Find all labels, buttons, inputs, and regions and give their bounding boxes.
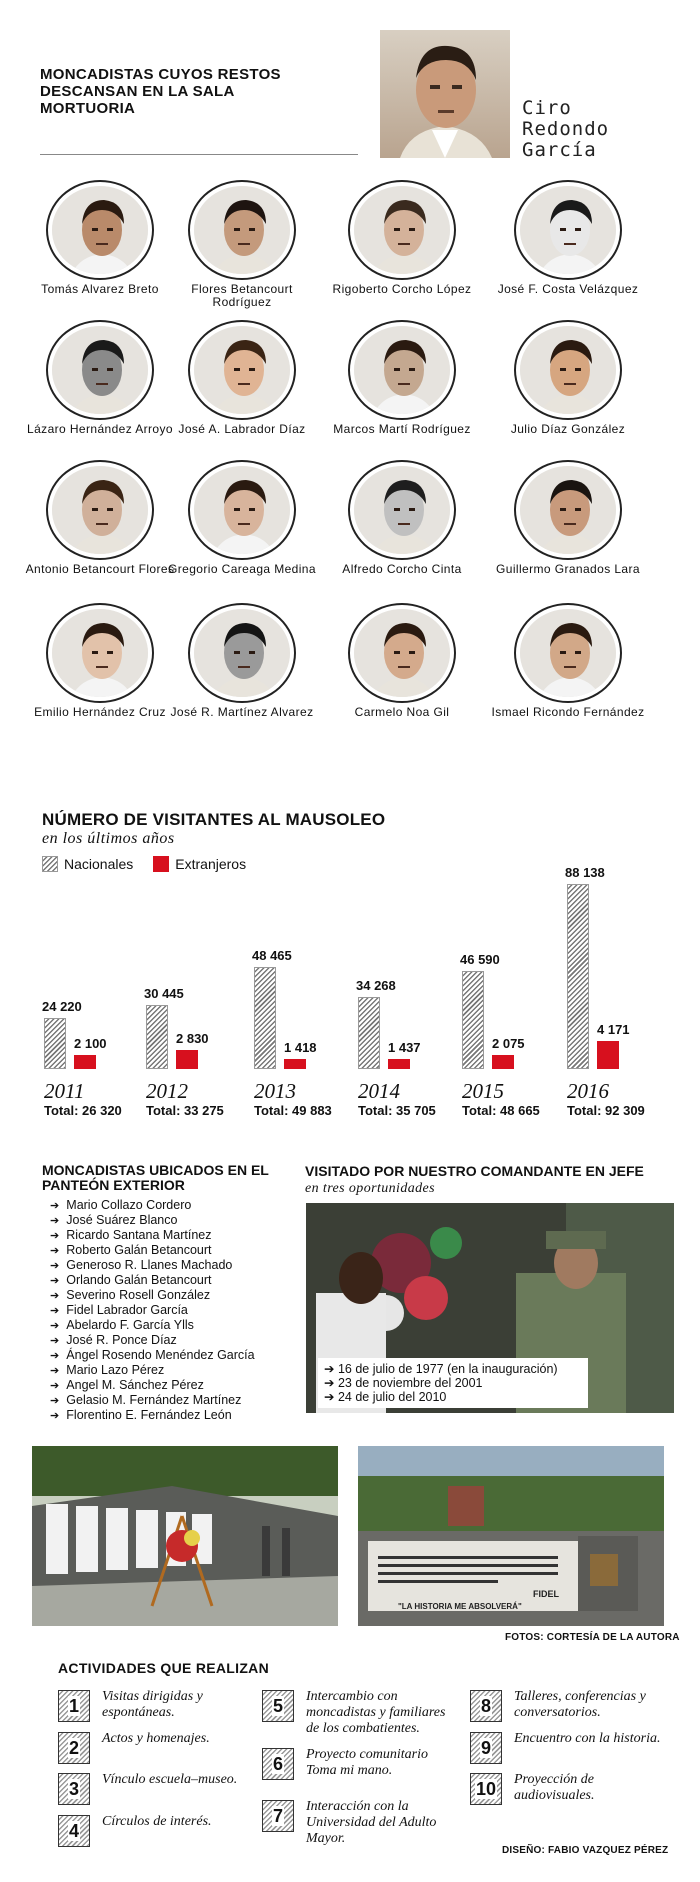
activity-text: Intercambio con moncadistas y familiares de los combatientes. xyxy=(306,1689,446,1736)
arrow-icon: ➔ xyxy=(324,1362,338,1376)
portrait-name: Gregorio Careaga Medina xyxy=(168,562,316,576)
portrait-name: José R. Martínez Alvarez xyxy=(170,705,314,719)
portrait-photo xyxy=(514,603,622,703)
portrait-photo xyxy=(46,320,154,420)
data-label-extranjeros: 2 100 xyxy=(74,1036,107,1051)
data-label-nacionales: 24 220 xyxy=(42,999,82,1014)
bar-nacionales xyxy=(567,884,589,1069)
activity-text: Actos y homenajes. xyxy=(102,1731,210,1746)
activity-text: Talleres, conferencias y conversatorios. xyxy=(514,1689,646,1720)
visit-date: ➔ 24 de julio del 2010 xyxy=(324,1390,447,1404)
total-label: Total: 26 320 xyxy=(44,1103,122,1118)
panteon-name: ➔ Fidel Labrador García xyxy=(50,1303,300,1318)
total-label: Total: 33 275 xyxy=(146,1103,224,1118)
portrait-name: Antonio Betancourt Flores xyxy=(25,562,175,576)
portrait-photo xyxy=(514,180,622,280)
visit-date: ➔ 16 de julio de 1977 (en la inauguración) xyxy=(324,1362,558,1376)
bar-extranjeros xyxy=(492,1055,514,1069)
bar-nacionales xyxy=(358,997,380,1069)
data-label-extranjeros: 1 418 xyxy=(284,1040,317,1055)
activity-text: Proyecto comunitario Toma mi mano. xyxy=(306,1747,428,1778)
activity-text: Visitas dirigidas y espontáneas. xyxy=(102,1689,203,1720)
actividades-title: ACTIVIDADES QUE REALIZAN xyxy=(58,1660,269,1676)
activity-number-badge: 9 xyxy=(470,1732,502,1764)
plaque-footer: "LA HISTORIA ME ABSOLVERÁ" xyxy=(398,1602,522,1611)
bar-nacionales xyxy=(462,971,484,1069)
bar-nacionales xyxy=(44,1018,66,1069)
bar-extranjeros xyxy=(176,1050,198,1069)
legend-swatch-nacionales xyxy=(42,856,58,872)
year-label: 2014 xyxy=(358,1079,400,1103)
portrait-photo xyxy=(188,180,296,280)
panteon-name: ➔ Generoso R. Llanes Machado xyxy=(50,1258,300,1273)
plaque-photo xyxy=(358,1446,664,1626)
activity-number-badge: 5 xyxy=(262,1690,294,1722)
portrait-name: Carmelo Noa Gil xyxy=(354,705,450,719)
activity-number-badge: 8 xyxy=(470,1690,502,1722)
portrait-name: Julio Díaz González xyxy=(510,422,626,436)
total-label: Total: 49 883 xyxy=(254,1103,332,1118)
portrait-photo xyxy=(514,320,622,420)
portrait-name: Tomás Alvarez Breto xyxy=(41,282,159,296)
activity-text: Interacción con la Universidad del Adulto Mayor. xyxy=(306,1799,437,1846)
panteon-title: MONCADISTAS UBICADOS EN EL PANTEÓN EXTERIOR xyxy=(42,1162,269,1193)
activity-number-badge: 6 xyxy=(262,1748,294,1780)
portrait-name: Rigoberto Corcho López xyxy=(332,282,472,296)
total-label: Total: 48 665 xyxy=(462,1103,540,1118)
chart-title: NÚMERO DE VISITANTES AL MAUSOLEO xyxy=(42,810,386,829)
arrow-icon: ➔ xyxy=(324,1376,338,1390)
portrait-name: Ismael Ricondo Fernández xyxy=(491,705,645,719)
bar-extranjeros xyxy=(284,1059,306,1069)
panteon-name: ➔ José R. Ponce Díaz xyxy=(50,1333,300,1348)
visit-dates-box xyxy=(318,1358,588,1408)
panteon-name: ➔ Mario Collazo Cordero xyxy=(50,1198,300,1213)
bar-extranjeros xyxy=(388,1059,410,1069)
portrait-name: Marcos Martí Rodríguez xyxy=(333,422,471,436)
activity-number-badge: 3 xyxy=(58,1773,90,1805)
arrow-icon: ➔ xyxy=(324,1390,338,1404)
data-label-nacionales: 30 445 xyxy=(144,986,184,1001)
visit-date: ➔ 23 de noviembre del 2001 xyxy=(324,1376,483,1390)
featured-name: Ciro Redondo García xyxy=(522,97,610,161)
bar-nacionales xyxy=(146,1005,168,1069)
activity-text: Encuentro con la historia. xyxy=(514,1731,661,1746)
chart-subtitle: en los últimos años xyxy=(42,830,175,847)
data-label-nacionales: 88 138 xyxy=(565,865,605,880)
year-label: 2011 xyxy=(44,1079,85,1103)
panteon-name: ➔ José Suárez Blanco xyxy=(50,1213,300,1228)
bar-nacionales xyxy=(254,967,276,1069)
data-label-nacionales: 46 590 xyxy=(460,952,500,967)
portrait-photo xyxy=(514,460,622,560)
activity-text: Vínculo escuela–museo. xyxy=(102,1772,238,1787)
activity-number-badge: 10 xyxy=(470,1773,502,1805)
portrait-photo xyxy=(188,603,296,703)
portrait-photo xyxy=(348,603,456,703)
activity-number-badge: 7 xyxy=(262,1800,294,1832)
monument-photo xyxy=(32,1446,338,1626)
legend-label-extranjeros: Extranjeros xyxy=(175,856,247,872)
bar-extranjeros xyxy=(597,1041,619,1069)
portrait-photo xyxy=(46,180,154,280)
panteon-name: ➔ Abelardo F. García Ylls xyxy=(50,1318,300,1333)
panteon-name: ➔ Florentino E. Fernández León xyxy=(50,1408,300,1423)
data-label-nacionales: 34 268 xyxy=(356,978,396,993)
visitado-subtitle: en tres oportunidades xyxy=(305,1181,435,1196)
visitado-title: VISITADO POR NUESTRO COMANDANTE EN JEFE xyxy=(305,1163,644,1179)
total-label: Total: 92 309 xyxy=(567,1103,645,1118)
featured-portrait xyxy=(380,30,510,158)
panteon-name: ➔ Roberto Galán Betancourt xyxy=(50,1243,300,1258)
panteon-name: ➔ Ángel Rosendo Menéndez García xyxy=(50,1348,300,1363)
legend-swatch-extranjeros xyxy=(153,856,169,872)
plaque-signature: FIDEL xyxy=(533,1589,559,1599)
data-label-extranjeros: 2 830 xyxy=(176,1031,209,1046)
portrait-name: Guillermo Granados Lara xyxy=(496,562,640,576)
portrait-photo xyxy=(188,320,296,420)
portrait-name: Flores Betancourt Rodríguez xyxy=(191,282,293,309)
portrait-photo xyxy=(348,320,456,420)
portrait-photo xyxy=(348,460,456,560)
portrait-name: José A. Labrador Díaz xyxy=(178,422,306,436)
data-label-extranjeros: 4 171 xyxy=(597,1022,630,1037)
bar-extranjeros xyxy=(74,1055,96,1069)
panteon-name: ➔ Orlando Galán Betancourt xyxy=(50,1273,300,1288)
year-label: 2012 xyxy=(146,1079,188,1103)
data-label-extranjeros: 2 075 xyxy=(492,1036,525,1051)
panteon-name: ➔ Mario Lazo Pérez xyxy=(50,1363,300,1378)
portrait-name: José F. Costa Velázquez xyxy=(497,282,639,296)
design-credit: DISEÑO: FABIO VAZQUEZ PÉREZ xyxy=(502,1845,669,1856)
portrait-photo xyxy=(188,460,296,560)
page-title: MONCADISTAS CUYOS RESTOS DESCANSAN EN LA SALA MORTUORIA xyxy=(40,66,281,117)
portrait-name: Alfredo Corcho Cinta xyxy=(342,562,462,576)
portrait-photo xyxy=(46,603,154,703)
activity-number-badge: 1 xyxy=(58,1690,90,1722)
panteon-name: ➔ Severino Rosell González xyxy=(50,1288,300,1303)
portrait-name: Emilio Hernández Cruz xyxy=(34,705,166,719)
panteon-name: ➔ Angel M. Sánchez Pérez xyxy=(50,1378,300,1393)
activity-number-badge: 2 xyxy=(58,1732,90,1764)
activity-text: Círculos de interés. xyxy=(102,1814,212,1829)
data-label-extranjeros: 1 437 xyxy=(388,1040,421,1055)
year-label: 2015 xyxy=(462,1079,504,1103)
activity-text: Proyección de audiovisuales. xyxy=(514,1772,595,1803)
panteon-name: ➔ Gelasio M. Fernández Martínez xyxy=(50,1393,300,1408)
year-label: 2016 xyxy=(567,1079,609,1103)
total-label: Total: 35 705 xyxy=(358,1103,436,1118)
panteon-list xyxy=(50,1198,300,1423)
data-label-nacionales: 48 465 xyxy=(252,948,292,963)
activity-number-badge: 4 xyxy=(58,1815,90,1847)
legend xyxy=(42,856,246,872)
portrait-name: Lázaro Hernández Arroyo xyxy=(27,422,173,436)
portrait-photo xyxy=(348,180,456,280)
year-label: 2013 xyxy=(254,1079,296,1103)
photo-credit: FOTOS: CORTESÍA DE LA AUTORA xyxy=(505,1632,680,1643)
legend-label-nacionales: Nacionales xyxy=(64,856,134,872)
title-rule xyxy=(40,154,358,155)
portrait-photo xyxy=(46,460,154,560)
panteon-name: ➔ Ricardo Santana Martínez xyxy=(50,1228,300,1243)
